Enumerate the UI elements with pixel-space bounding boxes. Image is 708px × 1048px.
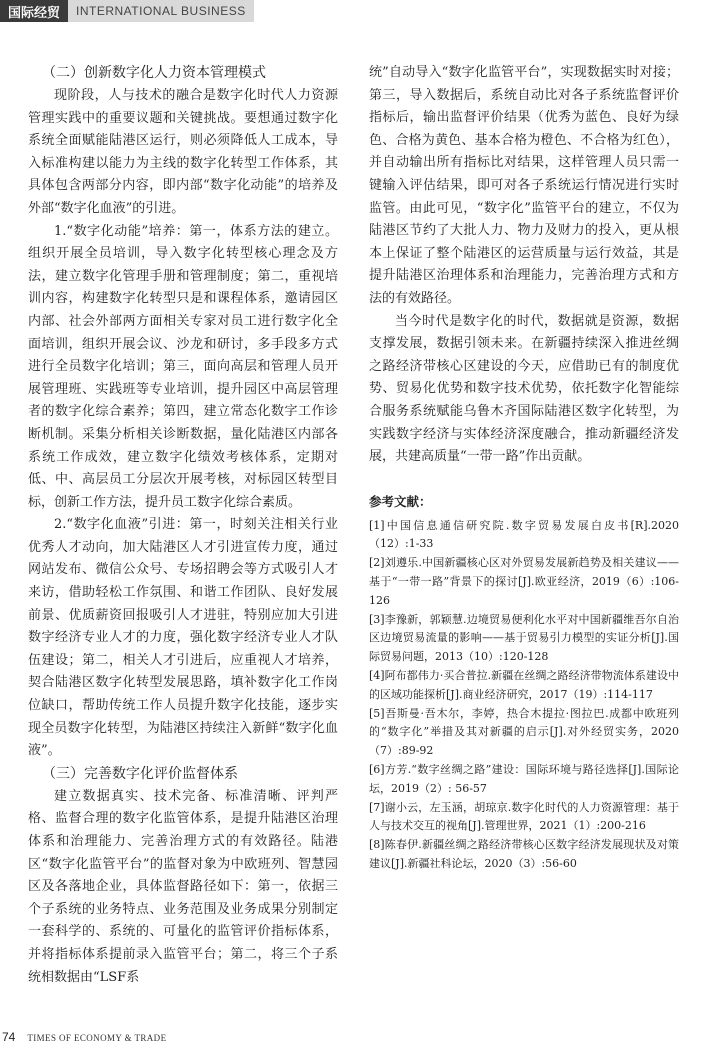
right-column <box>369 62 679 874</box>
references-title: 参考文献： <box>369 493 432 509</box>
reference-item: [7]谢小云，左玉涵，胡琼京.数字化时代的人力资源管理：基于人与技术交互的视角[J].管理世界，2021（1）:200-216 <box>369 800 679 833</box>
paragraph: 1.“数字化动能”培养：第一，体系方法的建立。组织开展全员培训，导入数字化转型核心理念及方法，建立数字化管理手册和管理制度；第二，重视培训内容，构建数字化转型只是和课程体系，邀请园区内部、社会外部两方面相关专家对员工进行数字化全面培训，组织开展会议、沙龙和研讨，多手段多方式进行全员数字化培训；第三，面向高层和管理人员开展管理班、实践班等专业培训，提升园区中高层管理者的数字化综合素养；第四，建立常态化数字工作诊断机制。采集分析相关诊断数据，量化陆港区内部各系统工作成效，建立数字化绩效考核体系，定期对低、中、高层员工分层次开展考核，对标园区转型目标，创新工作方法，提升员工数字化综合素质。 <box>28 223 338 510</box>
reference-item: [2]刘遵乐.中国新疆核心区对外贸易发展新趋势及相关建议——基于“一带一路”背景下的探讨[J].欧亚经济，2019（6）:106-126 <box>369 556 679 607</box>
references-list <box>369 517 679 874</box>
section-heading-3: （三）完善数字化评价监督体系 <box>42 765 238 782</box>
paragraph: 当今时代是数字化的时代，数据就是资源，数据支撑发展，数据引领未来。在新疆持续深入推进丝绸之路经济带核心区建设的今天，应借助已有的制度优势、贸易化优势和数字技术优势，依托数字化智能综合服务系统赋能乌鲁木齐国际陆港区数字化转型，为实践数字经济与实体经济深度融合，推动新疆经济发展，共建高质量“一带一路”作出贡献。 <box>369 313 679 465</box>
reference-item: [3]李豫新，郭颖慧.边境贸易便利化水平对中国新疆维吾尔自治区边境贸易流量的影响——基于贸易引力模型的实证分析[J].国际贸易问题，2013（10）:120-128 <box>369 612 679 664</box>
page-footer <box>0 1030 166 1044</box>
reference-item: [4]阿布都伟力·买合普拉.新疆在丝绸之路经济带物流体系建设中的区域功能探析[J].商业经济研究，2017（19）:114-117 <box>369 669 679 701</box>
reference-item: [8]陈春伊.新疆丝绸之路经济带核心区数字经济发展现状及对策建议[J].新疆社科论坛，2020（3）:56-60 <box>369 838 679 871</box>
paragraph: 现阶段，人与技术的融合是数字化时代人力资源管理实践中的重要议题和关键挑战。要想通过数字化系统全面赋能陆港区运行，则必须降低人工成本，导入标准构建以能力为主线的数字化转型工作体系，其具体包含两部分内容，即内部“数字化动能”的培养及外部“数字化血液”的引进。 <box>28 88 338 216</box>
reference-item: [5]吾斯曼·吾木尔，李婷，热合木提拉·图拉巴.成都中欧班列的“数字化”举措及其对新疆的启示[J].对外经贸实务，2020（7）:89-92 <box>369 706 679 758</box>
section-label-cn: 国际经贸 <box>0 0 68 22</box>
page-number: 74 <box>2 1030 16 1044</box>
section-label-en: INTERNATIONAL BUSINESS <box>68 0 254 22</box>
paragraph: 建立数据真实、技术完备、标准清晰、评判严格、监督合理的数字化监管体系，是提升陆港区治理体系和治理能力、完善治理方式的有效路径。陆港区“数字化监管平台”的监督对象为中欧班列、智慧园区及各落地企业，具体监督路径如下：第一，依据三个子系统的业务特点、业务范围及业务成果分别制定一套科学的、系统的、可量化的监管评价指标体系，并将指标体系提前录入监管平台；第二，将三个子系统相数据由“LSF系 <box>28 788 338 985</box>
paragraph: 2.“数字化血液”引进：第一，时刻关注相关行业优秀人才动向，加大陆港区人才引进宣传力度，通过网站发布、微信公众号、专场招聘会等方式吸引人才来访，借助轻松工作氛围、和谐工作团队、良好发展前景、优质薪资回报吸引人才进驻，特别应加大引进数字经济专业人才的力度，强化数字经济专业人才队伍建设；第二，相关人才引进后，应重视人才培养，契合陆港区数字化转型发展思路，填补数字化工作岗位缺口，帮助传统工作人员提升数字化技能，逐步实现全员数字化转型，为陆港区持续注入新鲜“数字化血液”。 <box>28 517 338 759</box>
reference-item: [6]方芳.“数字丝绸之路”建设：国际环境与路径选择[J].国际论坛，2019（2）: 56-57 <box>369 763 679 795</box>
paragraph: 统”自动导入“数字化监管平台”，实现数据实时对接；第三，导入数据后，系统自动比对各子系统监督评价指标后，输出监督评价结果（优秀为蓝色、良好为绿色、合格为黄色、基本合格为橙色、不合格为红色），并自动输出所有指标比对结果，这样管理人员只需一键输入评估结果，即可对各子系统运行情况进行实时监管。由此可见，“数字化”监管平台的建立，不仅为陆港区节约了大批人力、物力及财力的投入，更从根本上保证了整个陆港区的运营质量与运行效益，其是提升陆港区治理体系和治理能力，完善治理方式和方法的有效路径。 <box>369 65 679 306</box>
section-heading-2: （二）创新数字化人力资本管理模式 <box>42 65 266 81</box>
journal-name: TIMES OF ECONOMY & TRADE <box>27 1033 167 1043</box>
page-header <box>0 0 254 22</box>
reference-item: [1]中国信息通信研究院.数字贸易发展白皮书[R].2020（12）:1-33 <box>369 518 679 551</box>
left-column <box>28 62 338 989</box>
